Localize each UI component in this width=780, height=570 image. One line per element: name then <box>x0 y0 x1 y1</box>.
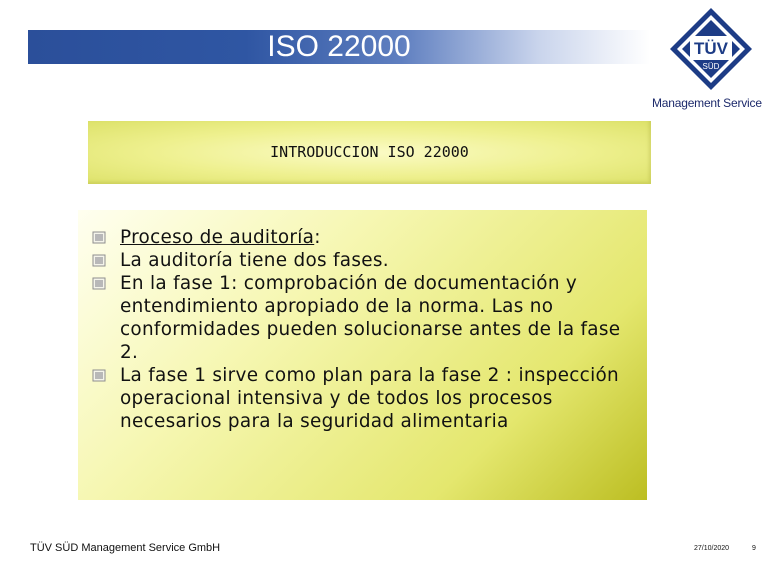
logo-mark-subtext: SÜD <box>702 62 720 71</box>
bullet-list <box>92 226 640 433</box>
page-number: 9 <box>752 545 756 552</box>
footer-date: 27/10/2020 <box>694 545 730 552</box>
intro-title: INTRODUCCION ISO 22000 <box>270 143 469 161</box>
footer-company: TÜV SÜD Management Service GmbH <box>30 542 221 554</box>
bullet-icon <box>92 254 106 267</box>
logo-mark-text: TÜV <box>694 39 728 58</box>
logo-tagline: Management Service <box>652 96 762 110</box>
bullet-icon <box>92 231 106 244</box>
bullet-text: La auditoría tiene dos fases. <box>120 250 389 271</box>
bullet-icon <box>92 369 106 382</box>
title-bar <box>28 30 650 64</box>
bullet-item <box>92 226 640 249</box>
bullet-icon <box>92 277 106 290</box>
tuv-sud-logo <box>668 6 754 92</box>
slide-title: ISO 22000 <box>267 30 411 63</box>
bullet-lead-underlined: Proceso de auditoría <box>120 227 315 248</box>
intro-box <box>88 121 651 184</box>
bullet-text: En la fase 1: comprobación de documentación y entendimiento apropiado de la norma. Las no conformidades pueden solucionarse antes de la fase 2. <box>120 273 621 363</box>
bullet-item <box>92 249 640 272</box>
bullet-lead-suffix: : <box>314 227 321 248</box>
bullet-text: La fase 1 sirve como plan para la fase 2 : inspección operacional intensiva y de todos los procesos necesarios para la seguridad alimentaria <box>120 365 620 432</box>
bullet-item <box>92 364 640 433</box>
bullet-item <box>92 272 640 364</box>
